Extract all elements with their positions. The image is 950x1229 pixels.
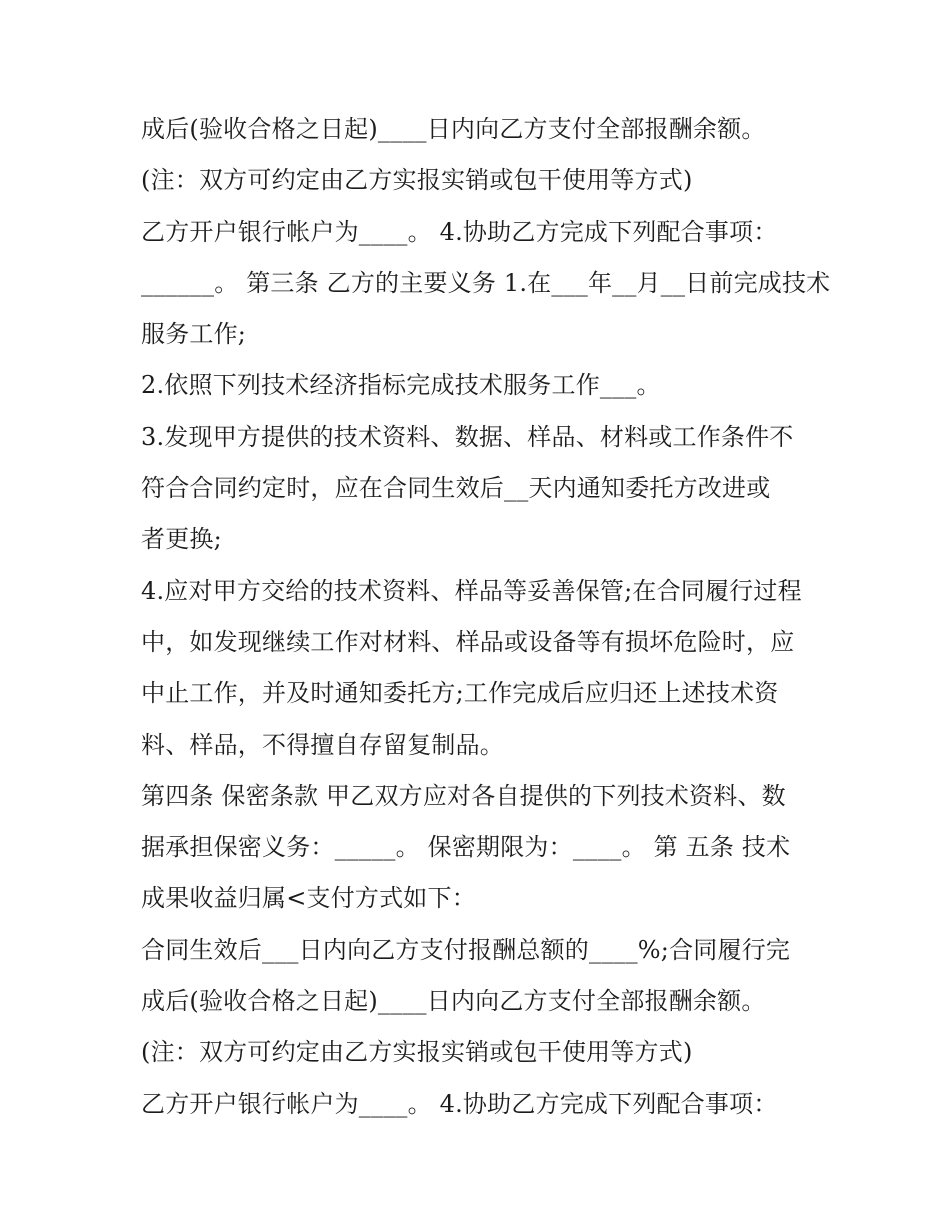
text-line: 者更换; bbox=[141, 525, 222, 554]
text-line: 2.依照下列技术经济指标完成技术服务工作___。 bbox=[141, 371, 661, 400]
text-line: 合同生效后___日内向乙方支付报酬总额的____%;合同履行完 bbox=[141, 935, 791, 964]
text-line: 料、样品，不得擅自存留复制品。 bbox=[141, 730, 504, 759]
text-line: 成后(验收合格之日起)____日内向乙方支付全部报酬余额。 bbox=[141, 115, 766, 143]
text-line: 3.发现甲方提供的技术资料、数据、样品、材料或工作条件不 bbox=[141, 422, 794, 451]
text-line: 符合合同约定时，应在合同生效后__天内通知委托方改进或 bbox=[141, 474, 771, 503]
text-line: 据承担保密义务：_____。 保密期限为：____。 第 五条 技术 bbox=[141, 833, 791, 862]
text-line: 乙方开户银行帐户为____。 4.协助乙方完成下列配合事项： bbox=[141, 217, 778, 246]
text-line: (注：双方可约定由乙方实报实销或包干使用等方式) bbox=[141, 166, 693, 195]
text-line: 成后(验收合格之日起)____日内向乙方支付全部报酬余额。 bbox=[141, 987, 766, 1016]
text-line: 中止工作，并及时通知委托方;工作完成后应归还上述技术资 bbox=[141, 679, 779, 708]
text-line: 第四条 保密条款 甲乙双方应对各自提供的下列技术资料、数 bbox=[141, 781, 786, 810]
text-line: 乙方开户银行帐户为____。 4.协助乙方完成下列配合事项： bbox=[141, 1089, 778, 1118]
text-line: 4.应对甲方交给的技术资料、样品等妥善保管;在合同履行过程 bbox=[141, 576, 802, 605]
document-body bbox=[141, 104, 831, 1130]
text-line: (注：双方可约定由乙方实报实销或包干使用等方式) bbox=[141, 1038, 693, 1067]
text-line: ______。 第三条 乙方的主要义务 1.在___年__月__日前完成技术 bbox=[141, 268, 831, 297]
text-line: 成果收益归属<支付方式如下： bbox=[141, 884, 476, 913]
text-line: 中，如发现继续工作对材料、样品或设备等有损坏危险时，应 bbox=[141, 627, 795, 656]
text-line: 服务工作; bbox=[141, 320, 247, 349]
